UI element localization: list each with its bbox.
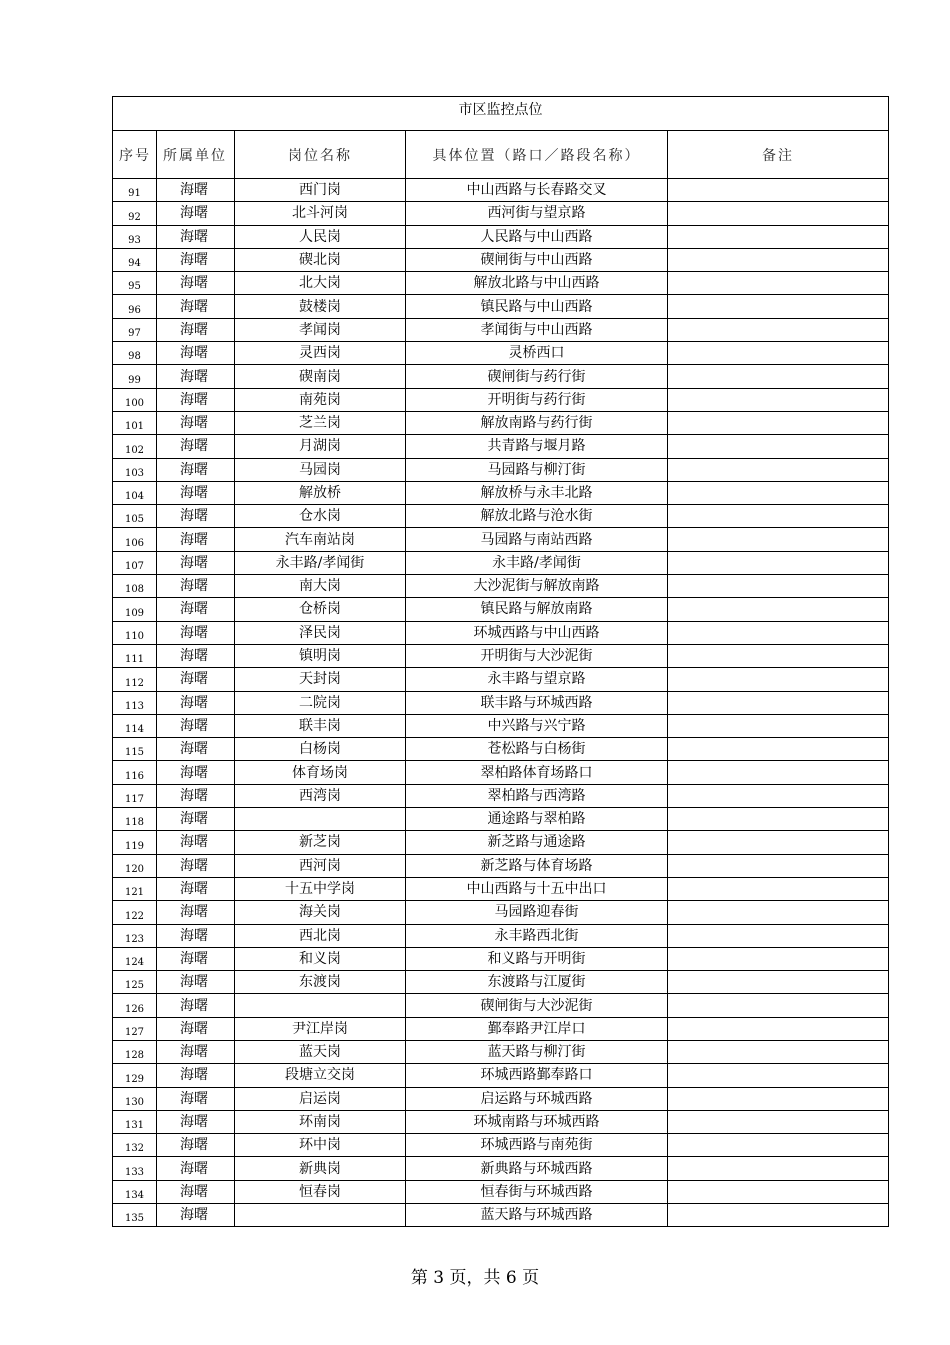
cell-location: 解放北路与沧水街 xyxy=(406,505,668,528)
table-row xyxy=(113,225,889,248)
cell-unit: 海曙 xyxy=(157,831,235,854)
cell-post-name xyxy=(235,1204,406,1227)
cell-unit: 海曙 xyxy=(157,784,235,807)
cell-unit: 海曙 xyxy=(157,854,235,877)
cell-remarks xyxy=(668,808,889,831)
cell-unit: 海曙 xyxy=(157,994,235,1017)
cell-seq: 118 xyxy=(113,808,157,831)
cell-post-name: 仓水岗 xyxy=(235,505,406,528)
cell-location: 碶闸街与中山西路 xyxy=(406,248,668,271)
cell-seq: 124 xyxy=(113,947,157,970)
cell-unit: 海曙 xyxy=(157,691,235,714)
cell-location: 解放桥与永丰北路 xyxy=(406,481,668,504)
cell-location: 新典路与环城西路 xyxy=(406,1157,668,1180)
cell-unit: 海曙 xyxy=(157,1040,235,1063)
cell-unit: 海曙 xyxy=(157,644,235,667)
cell-unit: 海曙 xyxy=(157,738,235,761)
table-row xyxy=(113,575,889,598)
cell-post-name: 联丰岗 xyxy=(235,714,406,737)
cell-unit: 海曙 xyxy=(157,528,235,551)
cell-post-name xyxy=(235,808,406,831)
cell-unit: 海曙 xyxy=(157,248,235,271)
table-row xyxy=(113,621,889,644)
cell-post-name xyxy=(235,994,406,1017)
cell-location: 灵桥西口 xyxy=(406,342,668,365)
header-unit: 所属单位 xyxy=(157,131,235,179)
cell-remarks xyxy=(668,435,889,458)
table-row xyxy=(113,644,889,667)
cell-post-name: 北斗河岗 xyxy=(235,202,406,225)
cell-unit: 海曙 xyxy=(157,225,235,248)
cell-unit: 海曙 xyxy=(157,598,235,621)
cell-seq: 99 xyxy=(113,365,157,388)
table-row xyxy=(113,1064,889,1087)
cell-seq: 105 xyxy=(113,505,157,528)
table-row xyxy=(113,365,889,388)
cell-unit: 海曙 xyxy=(157,924,235,947)
cell-unit: 海曙 xyxy=(157,318,235,341)
cell-unit: 海曙 xyxy=(157,877,235,900)
header-post-name: 岗位名称 xyxy=(235,131,406,179)
cell-remarks xyxy=(668,621,889,644)
cell-remarks xyxy=(668,877,889,900)
cell-remarks xyxy=(668,691,889,714)
cell-post-name: 段塘立交岗 xyxy=(235,1064,406,1087)
cell-location: 人民路与中山西路 xyxy=(406,225,668,248)
cell-location: 启运路与环城西路 xyxy=(406,1087,668,1110)
cell-remarks xyxy=(668,411,889,434)
cell-location: 永丰路与望京路 xyxy=(406,668,668,691)
cell-unit: 海曙 xyxy=(157,1017,235,1040)
cell-remarks xyxy=(668,388,889,411)
cell-location: 苍松路与白杨街 xyxy=(406,738,668,761)
cell-seq: 94 xyxy=(113,248,157,271)
cell-location: 环城西路鄞奉路口 xyxy=(406,1064,668,1087)
cell-remarks xyxy=(668,295,889,318)
cell-remarks xyxy=(668,644,889,667)
table-row xyxy=(113,318,889,341)
cell-seq: 126 xyxy=(113,994,157,1017)
cell-seq: 128 xyxy=(113,1040,157,1063)
cell-seq: 107 xyxy=(113,551,157,574)
cell-unit: 海曙 xyxy=(157,411,235,434)
table-row xyxy=(113,342,889,365)
cell-unit: 海曙 xyxy=(157,761,235,784)
cell-post-name: 尹江岸岗 xyxy=(235,1017,406,1040)
cell-seq: 91 xyxy=(113,179,157,202)
cell-remarks xyxy=(668,947,889,970)
cell-seq: 127 xyxy=(113,1017,157,1040)
table-row xyxy=(113,179,889,202)
cell-remarks xyxy=(668,272,889,295)
page-title: 市区监控点位 xyxy=(113,97,889,131)
cell-location: 西河街与望京路 xyxy=(406,202,668,225)
cell-location: 开明街与大沙泥街 xyxy=(406,644,668,667)
cell-location: 碶闸街与药行街 xyxy=(406,365,668,388)
cell-seq: 120 xyxy=(113,854,157,877)
cell-unit: 海曙 xyxy=(157,435,235,458)
cell-location: 孝闻街与中山西路 xyxy=(406,318,668,341)
cell-unit: 海曙 xyxy=(157,272,235,295)
cell-post-name: 体育场岗 xyxy=(235,761,406,784)
header-location: 具体位置（路口／路段名称） xyxy=(406,131,668,179)
table-row xyxy=(113,481,889,504)
cell-seq: 109 xyxy=(113,598,157,621)
cell-post-name: 镇明岗 xyxy=(235,644,406,667)
cell-seq: 92 xyxy=(113,202,157,225)
cell-seq: 132 xyxy=(113,1134,157,1157)
cell-post-name: 永丰路/孝闻街 xyxy=(235,551,406,574)
cell-remarks xyxy=(668,831,889,854)
cell-location: 镇民路与中山西路 xyxy=(406,295,668,318)
cell-seq: 103 xyxy=(113,458,157,481)
table-row xyxy=(113,714,889,737)
cell-post-name: 北大岗 xyxy=(235,272,406,295)
cell-seq: 97 xyxy=(113,318,157,341)
cell-remarks xyxy=(668,1017,889,1040)
cell-seq: 125 xyxy=(113,971,157,994)
table-row xyxy=(113,784,889,807)
table-row xyxy=(113,901,889,924)
cell-seq: 130 xyxy=(113,1087,157,1110)
cell-location: 蓝天路与环城西路 xyxy=(406,1204,668,1227)
cell-seq: 100 xyxy=(113,388,157,411)
cell-unit: 海曙 xyxy=(157,1110,235,1133)
cell-post-name: 海关岗 xyxy=(235,901,406,924)
cell-seq: 93 xyxy=(113,225,157,248)
cell-location: 开明街与药行街 xyxy=(406,388,668,411)
cell-unit: 海曙 xyxy=(157,505,235,528)
cell-post-name: 碶南岗 xyxy=(235,365,406,388)
cell-remarks xyxy=(668,365,889,388)
cell-post-name: 南苑岗 xyxy=(235,388,406,411)
cell-remarks xyxy=(668,1064,889,1087)
table-row xyxy=(113,1134,889,1157)
cell-unit: 海曙 xyxy=(157,179,235,202)
table-row xyxy=(113,248,889,271)
cell-post-name: 碶北岗 xyxy=(235,248,406,271)
cell-seq: 110 xyxy=(113,621,157,644)
table-row xyxy=(113,458,889,481)
table-row xyxy=(113,994,889,1017)
cell-remarks xyxy=(668,1180,889,1203)
cell-unit: 海曙 xyxy=(157,1180,235,1203)
header-seq: 序号 xyxy=(113,131,157,179)
cell-unit: 海曙 xyxy=(157,202,235,225)
cell-post-name: 恒春岗 xyxy=(235,1180,406,1203)
cell-post-name: 西湾岗 xyxy=(235,784,406,807)
table-row xyxy=(113,877,889,900)
cell-unit: 海曙 xyxy=(157,668,235,691)
cell-remarks xyxy=(668,1110,889,1133)
cell-post-name: 孝闻岗 xyxy=(235,318,406,341)
cell-location: 马园路与南站西路 xyxy=(406,528,668,551)
cell-location: 翠柏路与西湾路 xyxy=(406,784,668,807)
cell-location: 马园路迎春街 xyxy=(406,901,668,924)
cell-seq: 122 xyxy=(113,901,157,924)
cell-location: 碶闸街与大沙泥街 xyxy=(406,994,668,1017)
cell-remarks xyxy=(668,342,889,365)
cell-location: 通途路与翠柏路 xyxy=(406,808,668,831)
cell-seq: 134 xyxy=(113,1180,157,1203)
cell-post-name: 天封岗 xyxy=(235,668,406,691)
cell-post-name: 灵西岗 xyxy=(235,342,406,365)
cell-remarks xyxy=(668,575,889,598)
cell-post-name: 南大岗 xyxy=(235,575,406,598)
cell-seq: 129 xyxy=(113,1064,157,1087)
cell-unit: 海曙 xyxy=(157,714,235,737)
table-row xyxy=(113,1017,889,1040)
cell-post-name: 汽车南站岗 xyxy=(235,528,406,551)
table-row xyxy=(113,295,889,318)
header-remarks: 备注 xyxy=(668,131,889,179)
cell-location: 翠柏路体育场路口 xyxy=(406,761,668,784)
table-row xyxy=(113,202,889,225)
cell-unit: 海曙 xyxy=(157,388,235,411)
table-row xyxy=(113,505,889,528)
cell-seq: 98 xyxy=(113,342,157,365)
table-row xyxy=(113,1157,889,1180)
cell-unit: 海曙 xyxy=(157,1134,235,1157)
cell-location: 中兴路与兴宁路 xyxy=(406,714,668,737)
cell-location: 蓝天路与柳汀街 xyxy=(406,1040,668,1063)
cell-remarks xyxy=(668,598,889,621)
header-row xyxy=(113,131,889,179)
cell-unit: 海曙 xyxy=(157,458,235,481)
cell-remarks xyxy=(668,1157,889,1180)
cell-seq: 116 xyxy=(113,761,157,784)
cell-location: 永丰路西北街 xyxy=(406,924,668,947)
cell-seq: 113 xyxy=(113,691,157,714)
cell-seq: 123 xyxy=(113,924,157,947)
cell-remarks xyxy=(668,1087,889,1110)
table-row xyxy=(113,1040,889,1063)
cell-unit: 海曙 xyxy=(157,1204,235,1227)
cell-seq: 121 xyxy=(113,877,157,900)
cell-seq: 119 xyxy=(113,831,157,854)
cell-location: 解放南路与药行街 xyxy=(406,411,668,434)
cell-unit: 海曙 xyxy=(157,971,235,994)
cell-remarks xyxy=(668,714,889,737)
cell-remarks xyxy=(668,924,889,947)
cell-remarks xyxy=(668,248,889,271)
cell-post-name: 鼓楼岗 xyxy=(235,295,406,318)
cell-remarks xyxy=(668,901,889,924)
cell-post-name: 芝兰岗 xyxy=(235,411,406,434)
cell-post-name: 东渡岗 xyxy=(235,971,406,994)
cell-seq: 106 xyxy=(113,528,157,551)
cell-post-name: 月湖岗 xyxy=(235,435,406,458)
cell-seq: 131 xyxy=(113,1110,157,1133)
cell-post-name: 西河岗 xyxy=(235,854,406,877)
cell-seq: 104 xyxy=(113,481,157,504)
cell-unit: 海曙 xyxy=(157,551,235,574)
table-row xyxy=(113,947,889,970)
table-row xyxy=(113,924,889,947)
cell-seq: 96 xyxy=(113,295,157,318)
table-row xyxy=(113,854,889,877)
cell-seq: 111 xyxy=(113,644,157,667)
cell-seq: 117 xyxy=(113,784,157,807)
cell-location: 环城西路与南苑街 xyxy=(406,1134,668,1157)
cell-unit: 海曙 xyxy=(157,481,235,504)
cell-seq: 102 xyxy=(113,435,157,458)
cell-remarks xyxy=(668,528,889,551)
cell-seq: 108 xyxy=(113,575,157,598)
cell-post-name: 环中岗 xyxy=(235,1134,406,1157)
cell-remarks xyxy=(668,668,889,691)
cell-remarks xyxy=(668,551,889,574)
cell-post-name: 泽民岗 xyxy=(235,621,406,644)
table-row xyxy=(113,1204,889,1227)
cell-post-name: 仓桥岗 xyxy=(235,598,406,621)
cell-post-name: 二院岗 xyxy=(235,691,406,714)
cell-unit: 海曙 xyxy=(157,808,235,831)
cell-remarks xyxy=(668,1204,889,1227)
cell-remarks xyxy=(668,1134,889,1157)
cell-seq: 115 xyxy=(113,738,157,761)
table-row xyxy=(113,738,889,761)
table-row xyxy=(113,761,889,784)
cell-remarks xyxy=(668,225,889,248)
cell-remarks xyxy=(668,738,889,761)
cell-remarks xyxy=(668,854,889,877)
cell-remarks xyxy=(668,784,889,807)
cell-location: 鄞奉路尹江岸口 xyxy=(406,1017,668,1040)
cell-post-name: 新典岗 xyxy=(235,1157,406,1180)
cell-seq: 95 xyxy=(113,272,157,295)
table-row xyxy=(113,272,889,295)
table-row xyxy=(113,598,889,621)
cell-post-name: 西门岗 xyxy=(235,179,406,202)
table-row xyxy=(113,528,889,551)
table-row xyxy=(113,388,889,411)
cell-unit: 海曙 xyxy=(157,1157,235,1180)
cell-location: 联丰路与环城西路 xyxy=(406,691,668,714)
cell-post-name: 人民岗 xyxy=(235,225,406,248)
cell-seq: 101 xyxy=(113,411,157,434)
table-row xyxy=(113,1180,889,1203)
cell-remarks xyxy=(668,458,889,481)
cell-unit: 海曙 xyxy=(157,621,235,644)
cell-location: 环城南路与环城西路 xyxy=(406,1110,668,1133)
cell-seq: 114 xyxy=(113,714,157,737)
cell-location: 环城西路与中山西路 xyxy=(406,621,668,644)
cell-location: 新芝路与通途路 xyxy=(406,831,668,854)
cell-location: 恒春街与环城西路 xyxy=(406,1180,668,1203)
cell-location: 大沙泥街与解放南路 xyxy=(406,575,668,598)
cell-location: 解放北路与中山西路 xyxy=(406,272,668,295)
cell-post-name: 蓝天岗 xyxy=(235,1040,406,1063)
table-row xyxy=(113,435,889,458)
cell-remarks xyxy=(668,971,889,994)
cell-unit: 海曙 xyxy=(157,1064,235,1087)
cell-post-name: 西北岗 xyxy=(235,924,406,947)
table-row xyxy=(113,668,889,691)
cell-unit: 海曙 xyxy=(157,947,235,970)
table-row xyxy=(113,971,889,994)
cell-unit: 海曙 xyxy=(157,342,235,365)
cell-location: 镇民路与解放南路 xyxy=(406,598,668,621)
table-row xyxy=(113,691,889,714)
cell-unit: 海曙 xyxy=(157,365,235,388)
cell-unit: 海曙 xyxy=(157,575,235,598)
cell-location: 马园路与柳汀街 xyxy=(406,458,668,481)
table-row xyxy=(113,1110,889,1133)
cell-unit: 海曙 xyxy=(157,1087,235,1110)
cell-remarks xyxy=(668,318,889,341)
cell-location: 共青路与堰月路 xyxy=(406,435,668,458)
cell-remarks xyxy=(668,761,889,784)
table-row xyxy=(113,411,889,434)
cell-location: 和义路与开明街 xyxy=(406,947,668,970)
cell-post-name: 马园岗 xyxy=(235,458,406,481)
cell-remarks xyxy=(668,1040,889,1063)
cell-seq: 133 xyxy=(113,1157,157,1180)
cell-post-name: 和义岗 xyxy=(235,947,406,970)
cell-location: 东渡路与江厦街 xyxy=(406,971,668,994)
cell-unit: 海曙 xyxy=(157,901,235,924)
cell-post-name: 新芝岗 xyxy=(235,831,406,854)
cell-location: 中山西路与长春路交叉 xyxy=(406,179,668,202)
table-row xyxy=(113,1087,889,1110)
cell-unit: 海曙 xyxy=(157,295,235,318)
cell-location: 新芝路与体育场路 xyxy=(406,854,668,877)
cell-seq: 112 xyxy=(113,668,157,691)
cell-remarks xyxy=(668,481,889,504)
cell-post-name: 环南岗 xyxy=(235,1110,406,1133)
cell-location: 永丰路/孝闻街 xyxy=(406,551,668,574)
cell-post-name: 启运岗 xyxy=(235,1087,406,1110)
monitoring-points-table xyxy=(112,96,889,1227)
cell-remarks xyxy=(668,202,889,225)
table-row xyxy=(113,551,889,574)
cell-post-name: 解放桥 xyxy=(235,481,406,504)
table-row xyxy=(113,831,889,854)
cell-post-name: 十五中学岗 xyxy=(235,877,406,900)
cell-remarks xyxy=(668,179,889,202)
cell-location: 中山西路与十五中出口 xyxy=(406,877,668,900)
cell-remarks xyxy=(668,505,889,528)
table-row xyxy=(113,808,889,831)
cell-post-name: 白杨岗 xyxy=(235,738,406,761)
page-footer: 第 3 页，共 6 页 xyxy=(410,1268,540,1288)
cell-remarks xyxy=(668,994,889,1017)
cell-seq: 135 xyxy=(113,1204,157,1227)
